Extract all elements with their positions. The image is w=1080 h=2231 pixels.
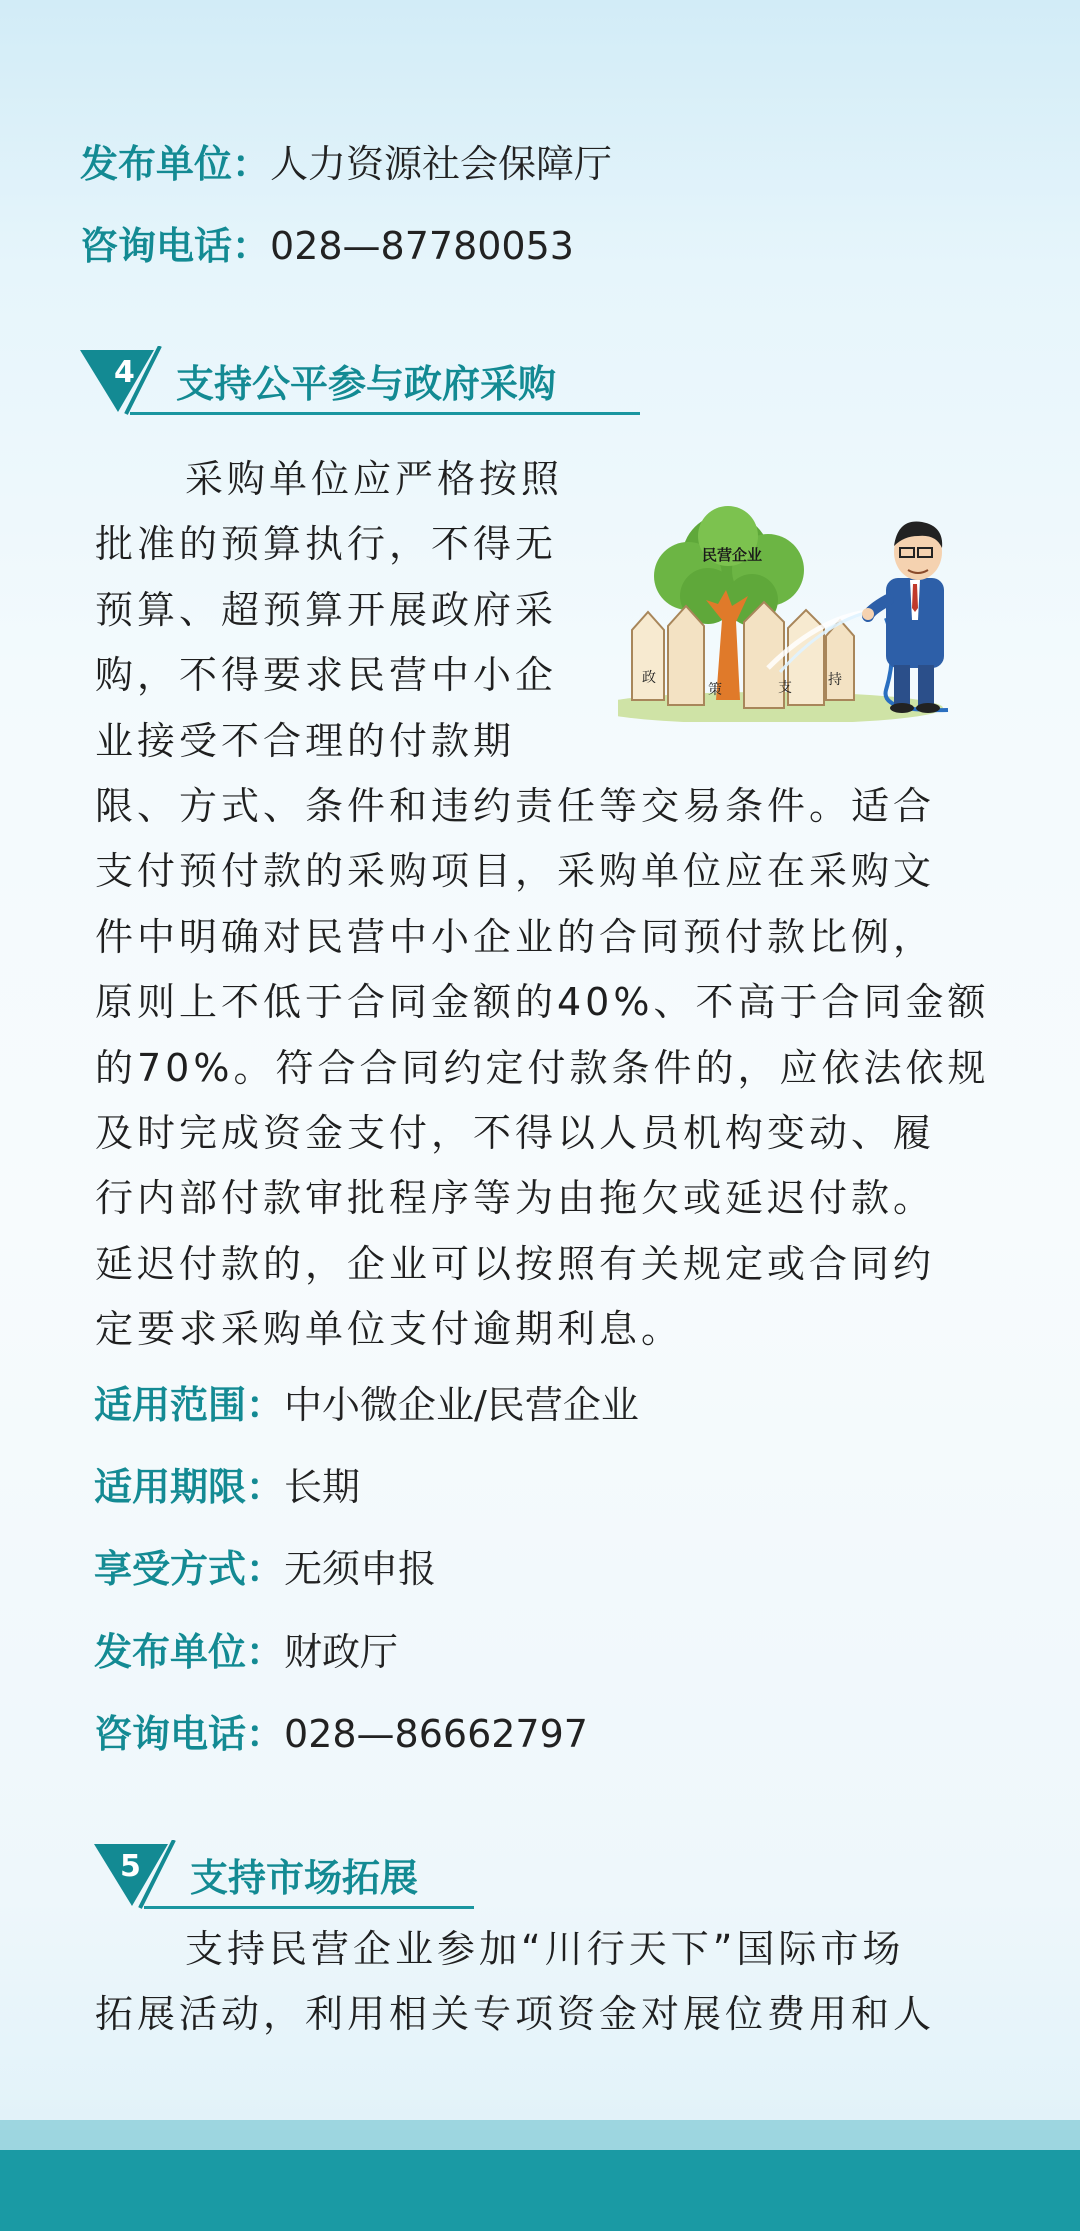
- section4-line: 预算、超预算开展政府采: [95, 587, 558, 632]
- section5-number: 5: [120, 1849, 141, 1884]
- section4-number: 4: [114, 355, 135, 390]
- section4-line: 限、方式、条件和违约责任等交易条件。适合: [95, 783, 936, 828]
- section4-issuer-row: [94, 1626, 398, 1678]
- section4-title: 支持公平参与政府采购: [176, 362, 557, 406]
- section4-line: 及时完成资金支付，不得以人员机构变动、履: [95, 1110, 936, 1155]
- section5-line: 支持民营企业参加“川行天下”国际市场: [185, 1927, 905, 1971]
- prev-phone-label: 咨询电话：: [80, 224, 271, 268]
- tree-label: 民营企业: [702, 546, 763, 564]
- section4-line: 购，不得要求民营中小企: [95, 653, 558, 698]
- section4-line: 延迟付款的，企业可以按照有关规定或合同约: [95, 1241, 936, 1286]
- section5-underline: [144, 1906, 474, 1909]
- section4-phone-label: 咨询电话：: [94, 1712, 285, 1756]
- section4-underline: [130, 412, 640, 415]
- section4-line: 定要求采购单位支付逾期利息。: [95, 1307, 684, 1352]
- prev-phone-value: 028—87780053: [270, 224, 574, 268]
- section4-method-row: [94, 1543, 436, 1595]
- section5-header: [94, 1840, 474, 1920]
- footer-band-light: [0, 2120, 1080, 2150]
- section4-line: 支付预付款的采购项目，采购单位应在采购文: [95, 849, 936, 894]
- section5-title: 支持市场拓展: [190, 1856, 419, 1900]
- section5-line: 拓展活动，利用相关专项资金对展位费用和人: [95, 1992, 936, 2037]
- section4-scope-value: 中小微企业/民营企业: [284, 1383, 639, 1427]
- section4-period-value: 长期: [284, 1465, 361, 1509]
- section4-line: 的70%。符合合同约定付款条件的，应依法依规: [95, 1045, 990, 1090]
- section4-period-row: [94, 1461, 360, 1513]
- section4-issuer-label: 发布单位：: [94, 1630, 285, 1674]
- fence-char: 支: [778, 680, 792, 696]
- section4-method-value: 无须申报: [284, 1547, 437, 1591]
- section4-period-label: 适用期限：: [94, 1465, 285, 1509]
- section4-scope-row: [94, 1379, 639, 1431]
- prev-issuer-label: 发布单位：: [80, 142, 271, 186]
- policy-support-illustration: [618, 500, 970, 722]
- section4-line: 件中明确对民营中小企业的合同预付款比例，: [95, 914, 936, 959]
- prev-phone-row: [80, 220, 574, 272]
- section4-phone-row: [94, 1708, 588, 1760]
- section4-issuer-value: 财政厅: [284, 1630, 399, 1674]
- fence-char: 策: [708, 682, 722, 698]
- fence-char: 持: [828, 672, 842, 688]
- section4-header: [80, 346, 640, 426]
- section4-line: 业接受不合理的付款期: [95, 718, 516, 763]
- section4-line: 批准的预算执行，不得无: [95, 522, 558, 567]
- section5-paragraph: [95, 1917, 935, 2048]
- prev-issuer-value: 人力资源社会保障厅: [270, 142, 613, 186]
- section4-scope-label: 适用范围：: [94, 1383, 285, 1427]
- section4-line: 采购单位应严格按照: [185, 457, 564, 501]
- fence-char: 政: [642, 670, 656, 686]
- section4-method-label: 享受方式：: [94, 1547, 285, 1591]
- section4-phone-value: 028—86662797: [284, 1712, 588, 1756]
- businessman-figure: [862, 522, 944, 714]
- prev-issuer-row: [80, 138, 612, 190]
- footer-band: [0, 2150, 1080, 2231]
- section4-line: 原则上不低于合同金额的40%、不高于合同金额: [95, 980, 990, 1025]
- section4-line: 行内部付款审批程序等为由拖欠或延迟付款。: [95, 1176, 936, 1221]
